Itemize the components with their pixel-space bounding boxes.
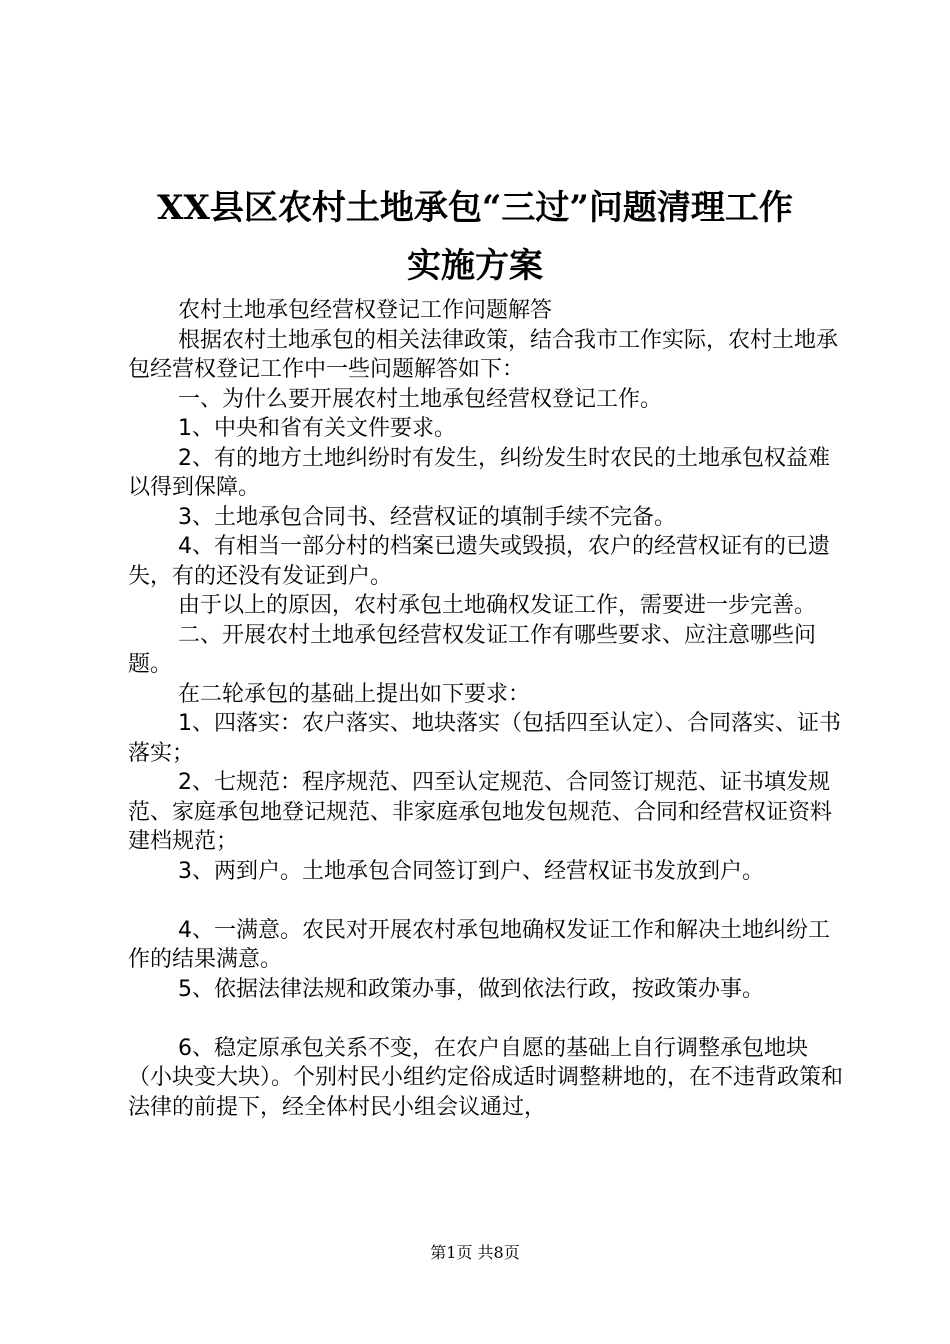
paragraph: 3、两到户。土地承包合同签订到户、经营权证书发放到户。 [178, 858, 764, 884]
page-footer: 第1页 共8页 [430, 1243, 520, 1262]
section-heading: 一、为什么要开展农村土地承包经营权登记工作。 [178, 386, 663, 412]
document-body [128, 296, 848, 1122]
blank-line [128, 886, 848, 916]
paragraph: 2、七规范：程序规范、四至认定规范、合同签订规范、证书填发规范、家庭承包地登记规范、非家庭承包地发包规范、合同和经营权证资料建档规范； [128, 770, 833, 854]
paragraph: 1、四落实：农户落实、地块落实（包括四至认定）、合同落实、证书落实； [128, 711, 841, 766]
paragraph: 3、土地承包合同书、经营权证的填制手续不完备。 [178, 504, 676, 530]
paragraph: 4、有相当一部分村的档案已遗失或毁损，农户的经营权证有的已遗失，有的还没有发证到户。 [128, 534, 830, 589]
paragraph: 5、依据法律法规和政策办事，做到依法行政，按政策办事。 [178, 976, 764, 1002]
blank-line [128, 1004, 848, 1034]
section-heading: 二、开展农村土地承包经营权发证工作有哪些要求、应注意哪些问题。 [128, 622, 817, 677]
paragraph: 1、中央和省有关文件要求。 [178, 416, 456, 441]
paragraph: 在二轮承包的基础上提出如下要求： [178, 681, 531, 707]
paragraph: 由于以上的原因，农村承包土地确权发证工作，需要进一步完善。 [178, 593, 817, 618]
document-title-line-2: 实施方案 [407, 246, 543, 286]
paragraph: 根据农村土地承包的相关法律政策，结合我市工作实际，农村土地承包经营权登记工作中一些问题解答如下： [128, 327, 839, 382]
paragraph: 6、稳定原承包关系不变，在农户自愿的基础上自行调整承包地块（小块变大块）。个别村民小组约定俗成适时调整耕地的，在不违背政策和法律的前提下，经全体村民小组会议通过， [128, 1035, 844, 1120]
paragraph: 2、有的地方土地纠纷时有发生，纠纷发生时农民的土地承包权益难以得到保障。 [128, 445, 830, 500]
document-title-line-1: XX县区农村土地承包“三过”问题清理工作 [157, 188, 793, 228]
paragraph-heading: 农村土地承包经营权登记工作问题解答 [178, 298, 553, 323]
paragraph: 4、一满意。农民对开展农村承包地确权发证工作和解决土地纠纷工作的结果满意。 [128, 917, 830, 972]
